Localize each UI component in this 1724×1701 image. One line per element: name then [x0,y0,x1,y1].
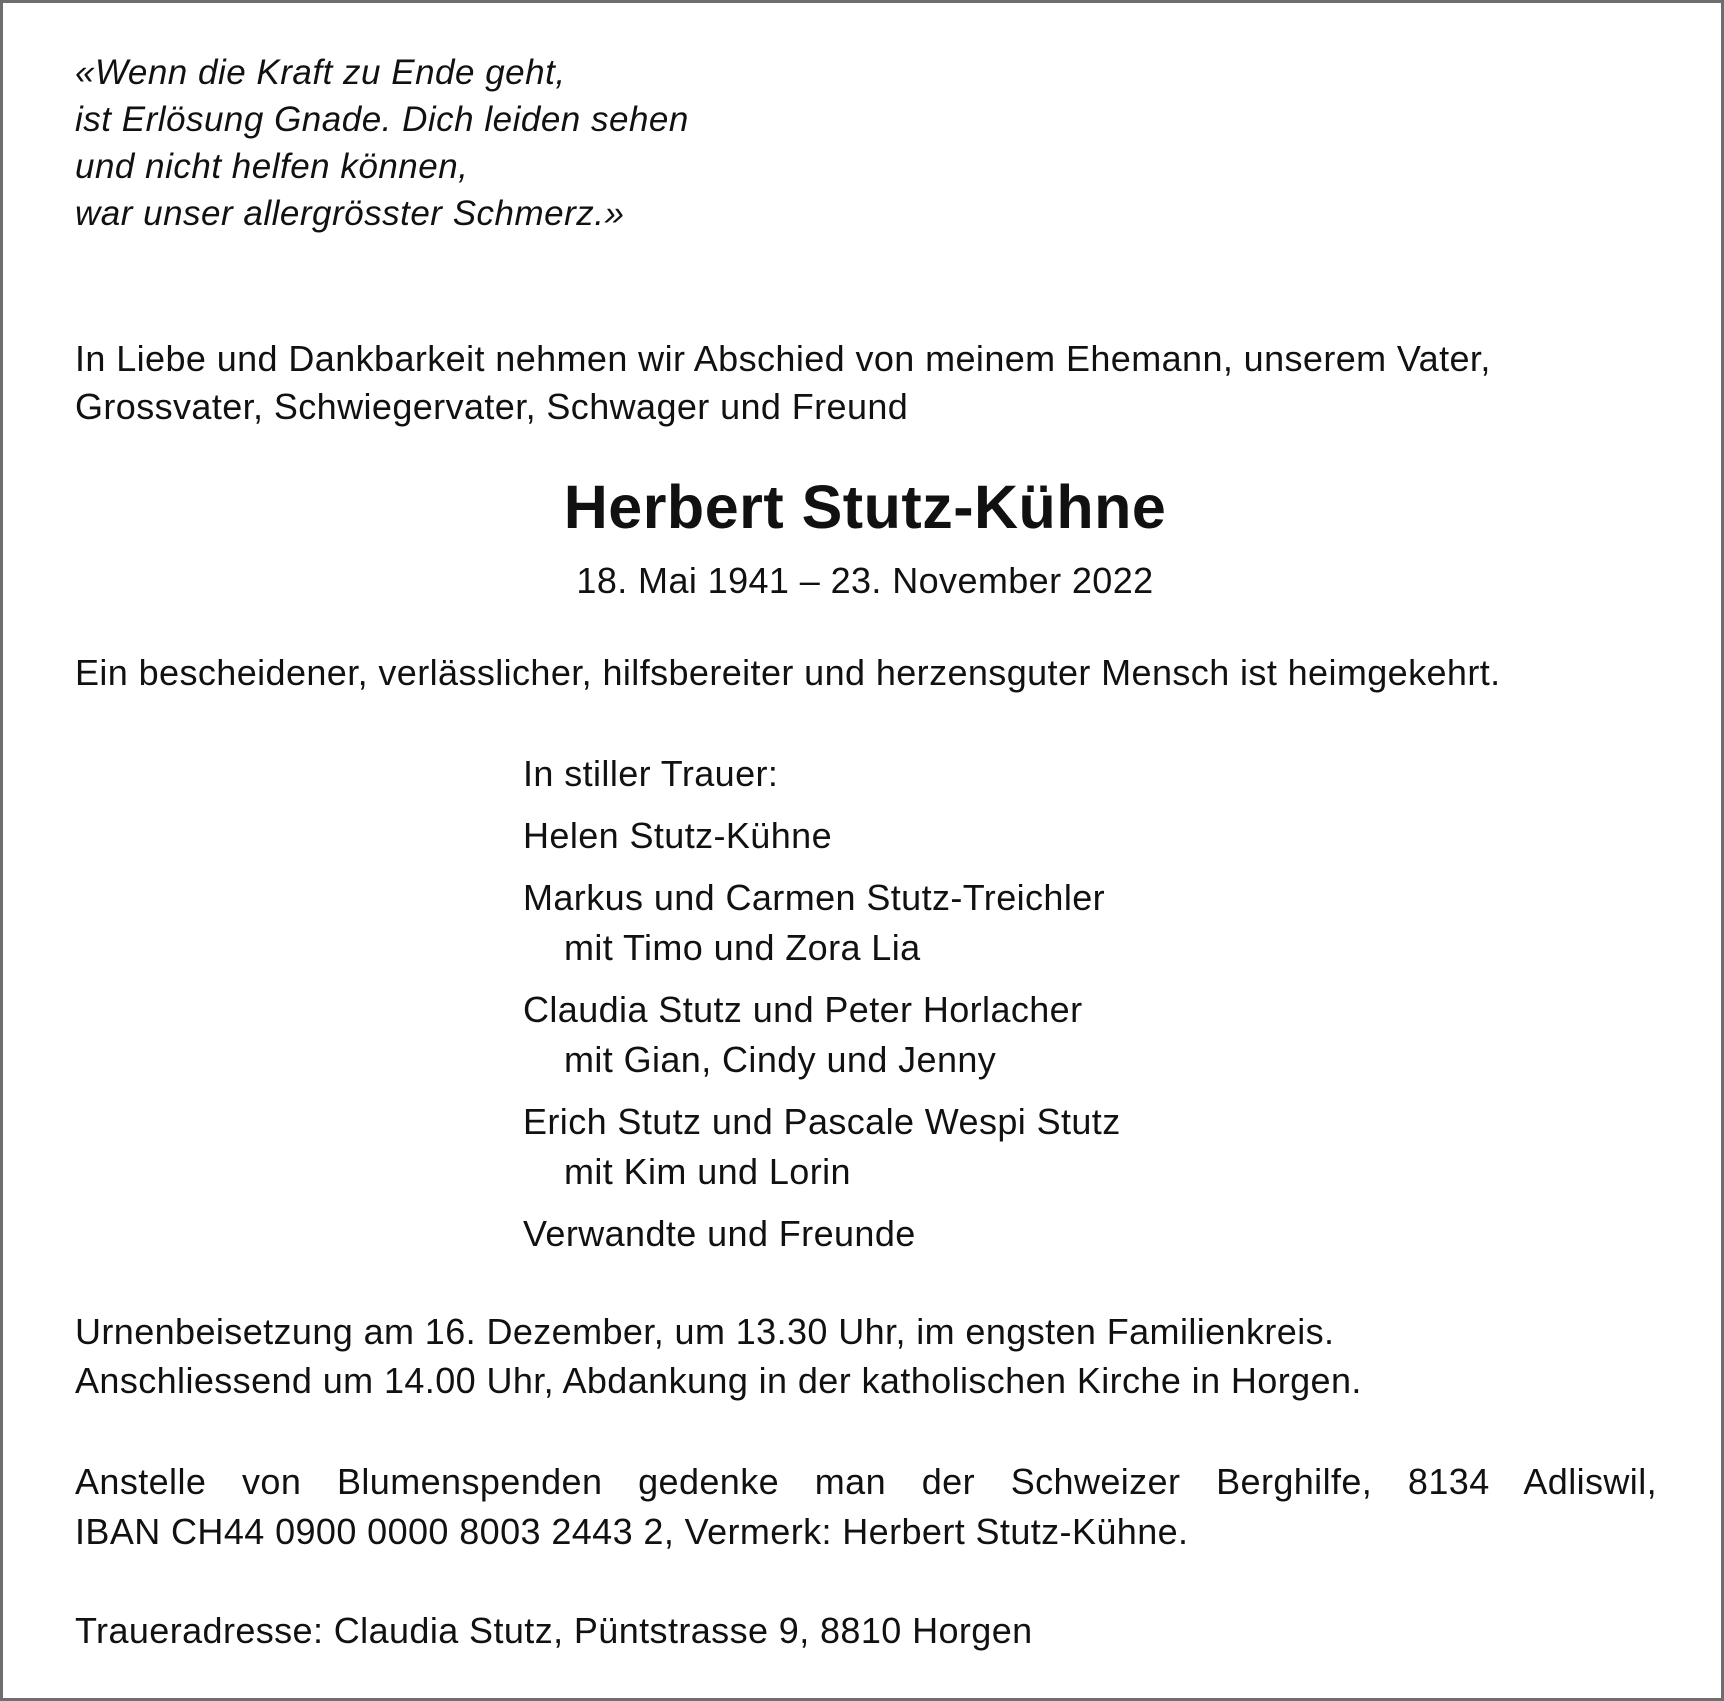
intro-line: In Liebe und Dankbarkeit nehmen wir Abschied von meinem Ehemann, unserem Vater, [75,338,1491,379]
mourner-children: mit Timo und Zora Lia [564,927,921,968]
mourner-family [523,1097,1121,1197]
quote-block [75,49,689,237]
mourners-heading: In stiller Trauer: [523,753,779,794]
service-info [75,1307,1362,1405]
mourner-name: Markus und Carmen Stutz-Treichler [523,877,1106,918]
tribute-text: Ein bescheidener, verlässlicher, hilfsbereiter und herzensguter Mensch ist heimgekehrt. [75,652,1501,693]
mourner-children: mit Kim und Lorin [564,1151,851,1192]
service-line: Urnenbeisetzung am 16. Dezember, um 13.30 Uhr, im engsten Familienkreis. [75,1311,1335,1352]
service-line: Anschliessend um 14.00 Uhr, Abdankung in der katholischen Kirche in Horgen. [75,1360,1362,1401]
mourning-address: Traueradresse: Claudia Stutz, Püntstrasse 9, 8810 Horgen [75,1610,1033,1651]
mourner-name: Erich Stutz und Pascale Wespi Stutz [523,1101,1121,1142]
donation-info [75,1457,1657,1557]
mourner-children: mit Gian, Cindy und Jenny [564,1039,997,1080]
mourner-name: Claudia Stutz und Peter Horlacher [523,989,1083,1030]
donation-line: IBAN CH44 0900 0000 8003 2443 2, Vermerk: Herbert Stutz-Kühne. [75,1511,1189,1552]
quote-line: war unser allergrösster Schmerz.» [75,194,625,233]
intro-line: Grossvater, Schwiegervater, Schwager und Freund [75,386,909,427]
deceased-name: Herbert Stutz-Kühne [563,473,1167,541]
mourner-name: Helen Stutz-Kühne [523,815,832,856]
mourners-list [523,749,1121,1271]
mourner-family [523,873,1121,973]
quote-line: ist Erlösung Gnade. Dich leiden sehen [75,100,689,139]
life-dates: 18. Mai 1941 – 23. November 2022 [576,560,1154,601]
mourner-family [523,1209,1121,1259]
donation-line: Anstelle von Blumenspenden gedenke man der Schweizer Berghilfe, 8134 Adliswil, [75,1461,1657,1502]
intro-text [75,335,1655,431]
quote-line: «Wenn die Kraft zu Ende geht, [75,53,566,92]
mourner-family [523,985,1121,1085]
mourner-name: Verwandte und Freunde [523,1213,916,1254]
mourner-family [523,811,1121,861]
quote-line: und nicht helfen können, [75,147,469,186]
